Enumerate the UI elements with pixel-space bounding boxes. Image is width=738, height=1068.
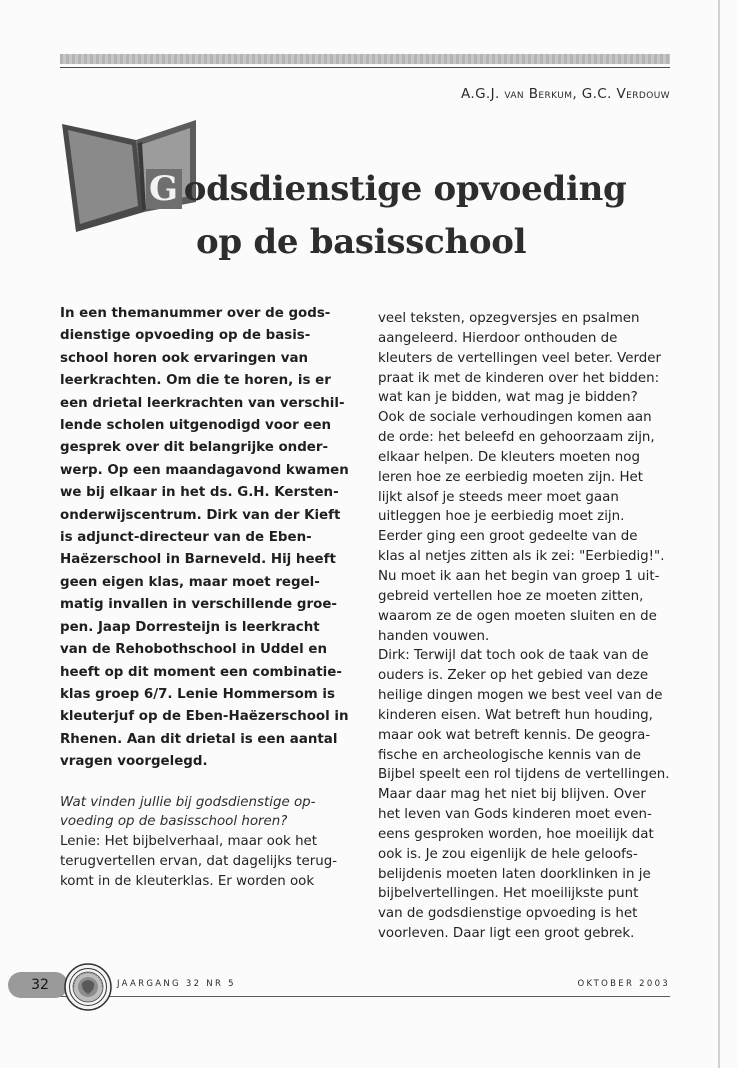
article-title	[146, 163, 627, 269]
body-line: Maar daar mag het niet bij blijven. Over	[378, 787, 646, 803]
header-band	[60, 54, 670, 64]
lead-line: is adjunct-directeur van de Eben-	[60, 530, 312, 546]
left-column	[60, 303, 360, 892]
lead-line: lende scholen uitgenodigd voor een	[60, 418, 332, 434]
body-line: heilige dingen mogen we best veel van de	[378, 688, 663, 704]
body-line: aangeleerd. Hierdoor onthouden de	[378, 330, 618, 346]
lead-line: heeft op dit moment een combinatie-	[60, 664, 342, 680]
title-line-2: op de basisschool	[196, 222, 527, 262]
lead-line: van de Rehobothschool in Uddel en	[60, 642, 328, 658]
page-edge	[718, 0, 720, 1068]
left-body	[60, 793, 360, 892]
lead-line: pen. Jaap Dorresteijn is leerkracht	[60, 619, 320, 635]
body-line: belijdenis moeten laten doorklinken in je	[378, 866, 651, 882]
page-number-tab	[8, 972, 68, 998]
lead-line: klas groep 6/7. Lenie Hommersom is	[60, 686, 335, 702]
body-line: lijkt alsof je steeds meer moet gaan	[378, 489, 619, 505]
seal-logo-icon	[64, 963, 112, 1011]
title-line-1: odsdienstige opvoeding	[183, 169, 627, 209]
body-line: uitleggen hoe je eerbiedig moet zijn.	[378, 509, 625, 525]
title-dropcap: G	[146, 169, 182, 209]
body-line: veel teksten, opzegversjes en psalmen	[378, 311, 640, 326]
lead-line: we bij elkaar in het ds. G.H. Kersten-	[60, 485, 339, 501]
question-line: Wat vinden jullie bij godsdienstige op-	[60, 794, 316, 810]
body-line: praat ik met de kinderen over het bidden:	[378, 370, 660, 386]
lead-line: Haëzerschool in Barneveld. Hij heeft	[60, 552, 336, 568]
body-line: fische en archeologische kennis van de	[378, 747, 641, 763]
body-line: eens gesproken worden, hoe moeilijk dat	[378, 826, 654, 842]
body-line: ook is. Je zou eigenlijk de hele geloofs-	[378, 846, 638, 862]
journal-issue: JAARGANG 32 NR 5	[117, 979, 236, 989]
body-line: bijbelvertellingen. Het moeilijkste punt	[378, 886, 639, 902]
body-line: handen vouwen.	[378, 628, 490, 644]
lead-line: vragen voorgelegd.	[60, 754, 208, 770]
body-line: wat kan je bidden, wat mag je bidden?	[378, 390, 638, 406]
question-line: voeding op de basisschool horen?	[60, 814, 288, 830]
lead-line: leerkrachten. Om die te horen, is er	[60, 373, 331, 389]
lead-line: werp. Op een maandagavond kwamen	[60, 462, 349, 478]
footer-rule	[60, 996, 670, 997]
issue-date: OKTOBER 2003	[577, 979, 670, 989]
body-line: het leven van Gods kinderen moet even-	[378, 807, 652, 823]
lead-line: een drietal leerkrachten van verschil-	[60, 395, 345, 411]
body-line: leren hoe ze eerbiedig moeten zijn. Het	[378, 469, 644, 485]
interview-answer	[60, 832, 360, 892]
lead-line: kleuterjuf op de Eben-Haëzerschool in	[60, 709, 349, 725]
body-line: maar ook wat betreft kennis. De geogra-	[378, 727, 651, 743]
body-line: van de godsdienstige opvoeding is het	[378, 906, 638, 922]
body-line: waarom ze de ogen moeten sluiten en de	[378, 608, 657, 624]
lead-line: dienstige opvoeding op de basis-	[60, 328, 311, 344]
body-line: kleuters de vertellingen veel beter. Verder	[378, 350, 661, 366]
answer-line: komt in de kleuterklas. Er worden ook	[60, 873, 315, 889]
body-line: ouders is. Zeker op het gebied van deze	[378, 668, 649, 684]
lead-line: onderwijscentrum. Dirk van der Kieft	[60, 507, 341, 523]
body-line: klas al netjes zitten als ik zei: "Eerbiedig!".	[378, 549, 665, 565]
page-number: 32	[31, 977, 49, 993]
header-rule	[60, 67, 670, 68]
body-line: Nu moet ik aan het begin van groep 1 uit-	[378, 568, 660, 584]
lead-paragraph	[60, 303, 360, 774]
body-line: kinderen eisen. Wat betreft hun houding,	[378, 707, 653, 723]
lead-line: Rhenen. Aan dit drietal is een aantal	[60, 731, 338, 747]
right-column	[378, 309, 678, 944]
answer-line: Lenie: Het bijbelverhaal, maar ook het	[60, 834, 318, 850]
lead-line: In een themanummer over de gods-	[60, 306, 331, 321]
lead-line: geen eigen klas, maar moet regel-	[60, 574, 320, 590]
body-line: voorleven. Daar ligt een groot gebrek.	[378, 926, 635, 942]
body-line: Eerder ging een groot gedeelte van de	[378, 529, 638, 545]
body-line: Dirk: Terwijl dat toch ook de taak van de	[378, 648, 649, 664]
article-authors: A.G.J. van Berkum, G.C. Verdouw	[460, 86, 670, 102]
body-line: elkaar helpen. De kleuters moeten nog	[378, 449, 640, 465]
body-line: de orde: het beleefd en gehoorzaam zijn,	[378, 430, 655, 446]
answer-line: terugvertellen ervan, dat dagelijks terug-	[60, 854, 338, 870]
body-line: Ook de sociale verhoudingen komen aan	[378, 410, 652, 426]
lead-line: matig invallen in verschillende groe-	[60, 597, 337, 613]
body-line: Bijbel speelt een rol tijdens de vertellingen.	[378, 767, 670, 783]
lead-line: school horen ook ervaringen van	[60, 350, 309, 366]
lead-line: gesprek over dit belangrijke onder-	[60, 440, 329, 456]
interview-question	[60, 793, 360, 833]
body-line: gebreid vertellen hoe ze moeten zitten,	[378, 588, 644, 604]
